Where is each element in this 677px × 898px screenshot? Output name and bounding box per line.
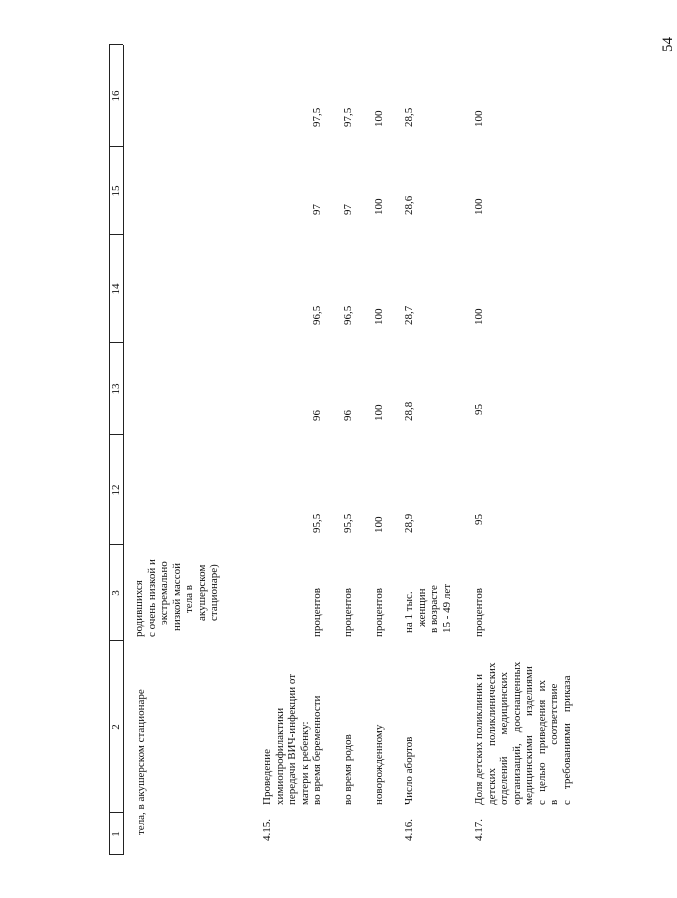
column-header: 14 [110,283,122,295]
continuation-text: тела, в акушерском стационаре [135,689,147,835]
subrow-label: во время беременности [311,695,323,805]
value-cell: 28,6 [403,195,415,215]
column-header: 15 [110,185,122,197]
value-cell: 100 [373,404,385,421]
header-bottom-border [123,45,124,855]
continuation-unit: родившихся с очень низкой и экстремально низкой массой тела в акушерском стационаре) [133,559,220,637]
column-header: 1 [110,831,122,837]
column-header: 13 [110,383,122,395]
value-cell: 97 [311,204,323,215]
row-label: Доля детских поликлиник и детских поликлинических отделений медицинских организаций, дооснащенных медицинскими изделиями с целью приведения их в соответствие с требованиями приказа [473,661,573,805]
value-cell: 95 [473,514,485,525]
row-number: 4.16. [403,819,415,841]
value-cell: 100 [373,308,385,325]
value-cell: 96 [311,410,323,421]
value-cell: 97 [342,204,354,215]
value-cell: 28,9 [403,513,415,533]
subrow-label: новорожденному [373,724,385,805]
value-cell: 97,5 [342,107,354,127]
value-cell: 100 [473,308,485,325]
unit-cell: процентов [342,588,354,637]
page-number: 54 [660,37,676,52]
row-title: Проведение химиопрофилактики передачи ВИЧ-инфекции от матери к ребенку: [261,673,311,805]
value-cell: 100 [373,198,385,215]
unit-cell: процентов [473,588,485,637]
column-header: 3 [110,590,122,596]
value-cell: 100 [373,110,385,127]
value-cell: 95 [473,404,485,415]
value-cell: 100 [473,198,485,215]
unit-cell: процентов [373,588,385,637]
value-cell: 28,7 [403,305,415,325]
column-header: 16 [110,90,122,102]
value-cell: 96,5 [311,305,323,325]
value-cell: 95,5 [311,513,323,533]
row-number: 4.15. [261,819,273,841]
unit-cell: на 1 тыс. женщин в возрасте 15 - 49 лет [403,583,453,633]
value-cell: 96 [342,410,354,421]
column-header: 2 [110,724,122,730]
row-number: 4.17. [473,819,485,841]
row-label: Число абортов [403,736,415,805]
value-cell: 28,8 [403,401,415,421]
subrow-label: во время родов [342,734,354,805]
value-cell: 97,5 [311,107,323,127]
value-cell: 100 [473,110,485,127]
value-cell: 96,5 [342,305,354,325]
value-cell: 100 [373,516,385,533]
value-cell: 28,5 [403,107,415,127]
column-header: 12 [110,484,122,496]
value-cell: 95,5 [342,513,354,533]
unit-cell: процентов [311,588,323,637]
rotated-table [110,5,643,855]
